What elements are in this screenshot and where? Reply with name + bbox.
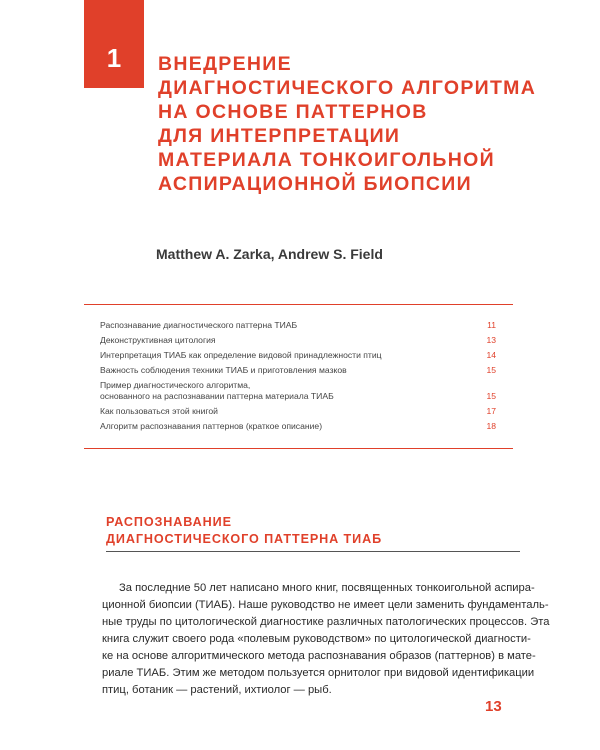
toc-item-page: 15 [486,391,496,401]
chapter-title-line: ВНЕДРЕНИЕ [158,53,292,75]
body-line: ционной биопсии (ТИАБ). Наше руководство не имеет цели заменить фундаменталь- [102,599,549,611]
chapter-title-line: ДИАГНОСТИЧЕСКОГО АЛГОРИТМА [158,77,537,99]
toc-item-page: 18 [486,421,496,431]
toc-item-page: 15 [486,365,496,375]
toc-item[interactable] [100,350,496,361]
page-number: 13 [485,698,502,715]
toc-item-label: Пример диагностического алгоритма, [100,380,251,390]
chapter-title-line: ДЛЯ ИНТЕРПРЕТАЦИИ [158,125,401,147]
toc-item[interactable] [100,406,496,417]
body-paragraph [102,580,550,699]
toc-item[interactable] [100,380,496,402]
toc-item-page: 17 [486,406,496,416]
body-line: книга служит своего рода «полевым руководством» по цитологической диагности- [102,633,531,645]
toc-item-label: Важность соблюдения техники ТИАБ и приготовления мазков [100,365,347,375]
toc-item-label: Как пользоваться этой книгой [100,406,218,416]
chapter-number: 1 [106,43,122,73]
section-title [106,514,382,548]
chapter-number-box [84,0,144,88]
toc-item[interactable] [100,421,496,432]
body-line: риале ТИАБ. Этим же методом пользуется орнитолог при видовой идентификации [102,667,535,679]
toc-item-page: 11 [487,320,496,330]
toc-bottom-divider [84,448,513,449]
toc-item-label: Интерпретация ТИАБ как определение видовой принадлежности птиц [100,350,382,360]
body-line: ке на основе алгоритмического метода распознавания образов (паттернов) в мате- [102,650,536,662]
toc-item[interactable] [100,320,496,331]
toc-item-label: Алгоритм распознавания паттернов (краткое описание) [100,421,323,431]
chapter-title [158,52,578,196]
toc-item-label: Деконструктивная цитология [100,335,216,345]
body-line: За последние 50 лет написано много книг, посвященных тонкоигольной аспира- [119,582,535,594]
toc-item-label: основанного на распознавании паттерна материала ТИАБ [100,391,334,401]
chapter-title-line: МАТЕРИАЛА ТОНКОИГОЛЬНОЙ [158,149,495,171]
chapter-title-line: НА ОСНОВЕ ПАТТЕРНОВ [158,101,428,123]
toc-top-divider [84,304,513,305]
toc-item[interactable] [100,365,496,376]
body-line: птиц, ботаник — растений, ихтиолог — рыб. [102,684,332,696]
toc-item[interactable] [100,335,496,346]
body-line: ные труды по цитологической диагностике различных патологических процессов. Эта [102,616,550,628]
chapter-title-line: АСПИРАЦИОННОЙ БИОПСИИ [158,173,472,195]
section-divider [106,551,520,552]
table-of-contents [100,320,496,436]
section-title-line: ДИАГНОСТИЧЕСКОГО ПАТТЕРНА ТИАБ [106,532,383,546]
toc-item-page: 14 [486,350,496,360]
section-title-line: РАСПОЗНАВАНИЕ [106,515,232,529]
chapter-authors: Matthew A. Zarka, Andrew S. Field [156,246,383,262]
toc-item-label: Распознавание диагностического паттерна ТИАБ [100,320,298,330]
toc-item-page: 13 [486,335,496,345]
